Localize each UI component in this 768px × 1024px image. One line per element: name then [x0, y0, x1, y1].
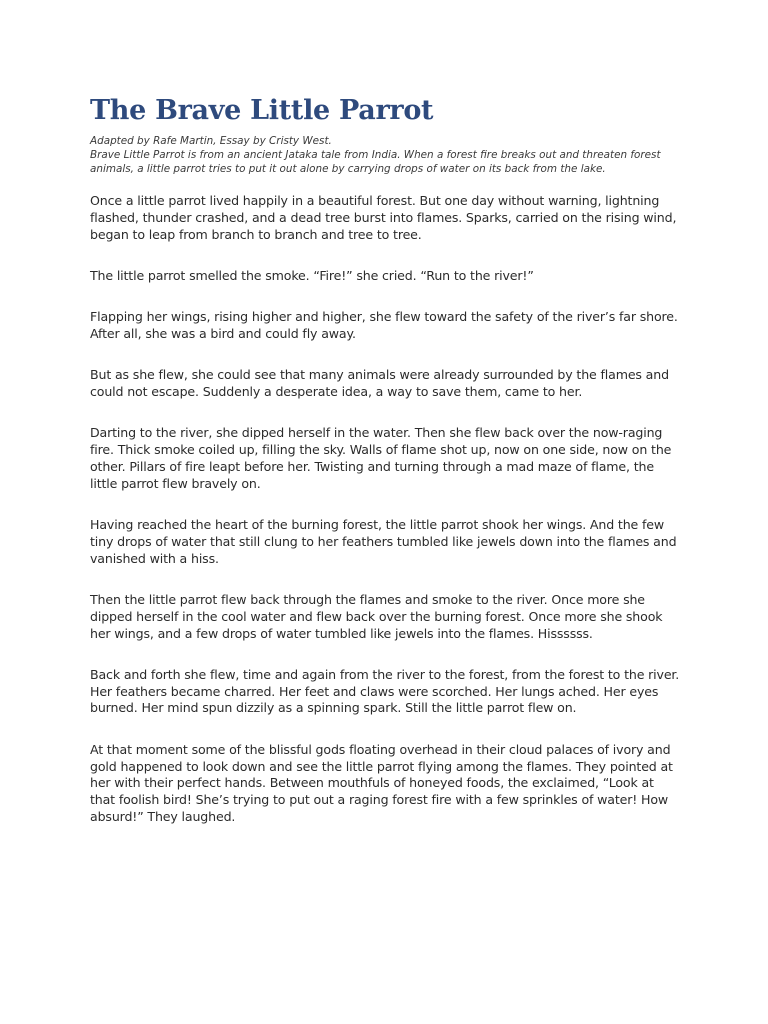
- paragraph: Darting to the river, she dipped herself in the water. Then she flew back over the now-raging fire. Thick smoke coiled up, filling the sky. Walls of flame shot up, now on one side, now on the other. Pillars of fire leapt before her. Twisting and turning through a mad maze of flame, the little parrot flew bravely on.: [90, 425, 672, 491]
- paragraph: Having reached the heart of the burning forest, the little parrot shook her wings. And the few tiny drops of water that still clung to her feathers tumbled like jewels down into the flames and vanished with a hiss.: [90, 517, 677, 566]
- summary: Brave Little Parrot is from an ancient Jataka tale from India. When a forest fire breaks out and threaten forest animals, a little parrot tries to put it out alone by carrying drops of water on its back from the lake.: [90, 149, 661, 175]
- paragraph: Flapping her wings, rising higher and higher, she flew toward the safety of the river’s far shore. After all, she was a bird and could fly away.: [90, 309, 678, 341]
- paragraph: At that moment some of the blissful gods floating overhead in their cloud palaces of ivory and gold happened to look down and see the little parrot flying among the flames. They pointed at her with their perfect hands. Between mouthfuls of honeyed foods, the exclaimed, “Look at that foolish bird! She’s trying to put out a raging forest fire with a few sprinkles of water! How absurd!” They laughed.: [90, 741, 673, 824]
- byline: Adapted by Rafe Martin, Essay by Cristy West.: [90, 135, 332, 147]
- paragraph: The little parrot smelled the smoke. “Fire!” she cried. “Run to the river!”: [90, 267, 534, 283]
- paragraph: Once a little parrot lived happily in a beautiful forest. But one day without warning, lightning flashed, thunder crashed, and a dead tree burst into flames. Sparks, carried on the rising wind, began to leap from branch to branch and tree to tree.: [90, 193, 677, 242]
- paragraph: Then the little parrot flew back through the flames and smoke to the river. Once more she dipped herself in the cool water and flew back over the burning forest. Once more she shook her wings, and a few drops of water tumbled like jewels into the flames. Hissssss.: [90, 591, 663, 641]
- paragraph: But as she flew, she could see that many animals were already surrounded by the flames and could not escape. Suddenly a desperate idea, a way to save them, came to her.: [90, 367, 669, 400]
- document-page: [90, 94, 682, 850]
- paragraph: Back and forth she flew, time and again from the river to the forest, from the forest to the river. Her feathers became charred. Her feet and claws were scorched. Her lungs ached. Her eyes burned. Her mind spun dizzily as a spinning spark. Still the little parrot flew on.: [90, 666, 680, 716]
- document-title: The Brave Little Parrot: [90, 95, 434, 126]
